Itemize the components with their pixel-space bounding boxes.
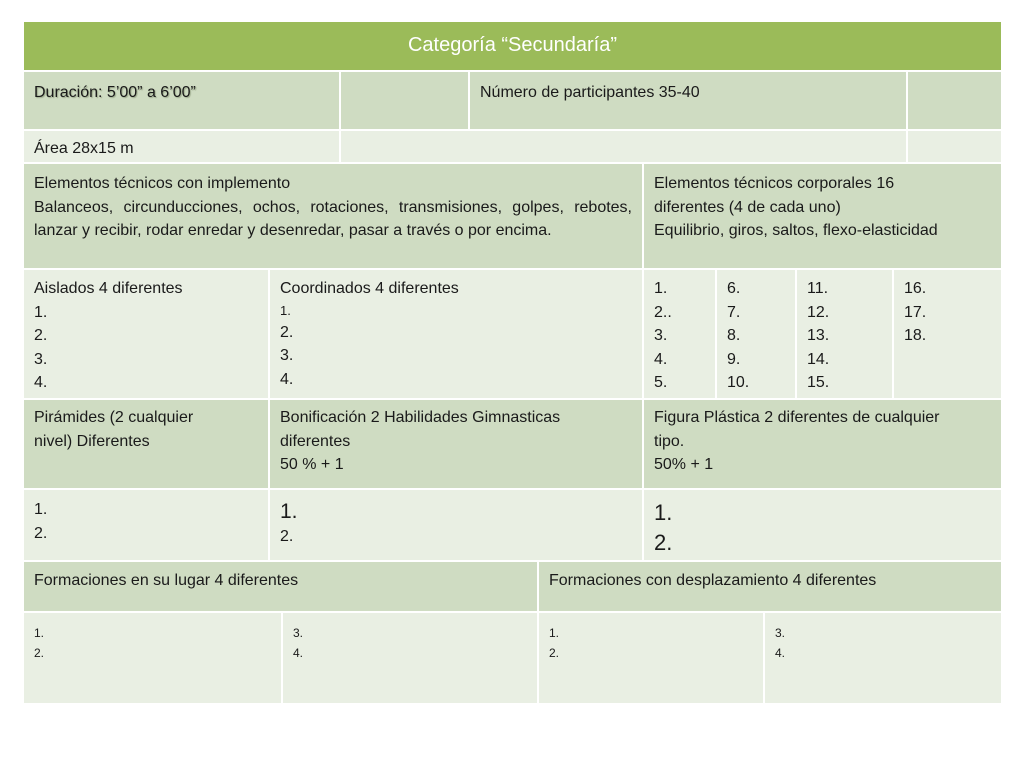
figura-line-3: 50% + 1 bbox=[654, 456, 714, 473]
list-item: 16. bbox=[904, 280, 927, 297]
list-item: 1. bbox=[34, 303, 48, 321]
figura-list-cell bbox=[644, 490, 1001, 560]
list-item: 17. bbox=[904, 303, 927, 321]
duracion-text: Duración: 5’00” a 6’00” bbox=[34, 84, 196, 101]
formaciones-list-4 bbox=[765, 613, 1001, 703]
list-item: 4. bbox=[654, 350, 668, 368]
list-item: 12. bbox=[807, 303, 830, 321]
figura-cell bbox=[644, 400, 1001, 488]
numbers-col-d bbox=[894, 270, 1001, 398]
list-item: 3. bbox=[34, 350, 48, 368]
blank-cell-4 bbox=[908, 131, 1001, 162]
list-item: 2. bbox=[34, 646, 45, 660]
list-item: 2. bbox=[280, 323, 294, 341]
list-item: 4. bbox=[775, 646, 786, 660]
list-item: 4. bbox=[280, 370, 294, 388]
list-item: 2.. bbox=[654, 303, 672, 321]
bonificacion-list-cell bbox=[270, 490, 642, 560]
corporales-line-3: Equilibrio, giros, saltos, flexo-elasticidad bbox=[654, 222, 938, 239]
numbers-col-c bbox=[797, 270, 892, 398]
piramides-line-2: nivel) Diferentes bbox=[34, 432, 150, 450]
figura-line-1: Figura Plástica 2 diferentes de cualquier bbox=[654, 409, 940, 426]
table-title bbox=[24, 22, 1001, 70]
list-item: 7. bbox=[727, 303, 741, 321]
list-item: 2. bbox=[280, 528, 294, 545]
list-item: 1. bbox=[34, 626, 45, 640]
list-item: 8. bbox=[727, 327, 741, 344]
list-item: 1. bbox=[654, 500, 673, 525]
list-item: 13. bbox=[807, 327, 830, 344]
list-item: 15. bbox=[807, 374, 830, 391]
bonificacion-line-3: 50 % + 1 bbox=[280, 456, 344, 473]
aislados-cell bbox=[24, 270, 268, 398]
list-item: 1. bbox=[280, 500, 298, 523]
list-item: 2. bbox=[34, 524, 48, 542]
list-item: 5. bbox=[654, 374, 668, 391]
formaciones-list-2 bbox=[283, 613, 537, 703]
formaciones-list-3 bbox=[539, 613, 763, 703]
numbers-col-a bbox=[644, 270, 715, 398]
numbers-col-b bbox=[717, 270, 795, 398]
corporales-line-2: diferentes (4 de cada uno) bbox=[654, 198, 841, 216]
title-text: Categoría “Secundaría” bbox=[407, 34, 617, 56]
bonificacion-line-2: diferentes bbox=[280, 432, 351, 450]
list-item: 9. bbox=[727, 350, 741, 368]
piramides-list-cell bbox=[24, 490, 268, 560]
list-item: 6. bbox=[727, 280, 741, 297]
corporales-line-1: Elementos técnicos corporales 16 bbox=[654, 175, 895, 192]
list-item: 3. bbox=[654, 327, 668, 344]
list-item: 3. bbox=[280, 347, 294, 364]
implemento-text: Balanceos, circunducciones, ochos, rotaciones, transmisiones, golpes, rebotes, lanzar y recibir, rodar enredar y desenredar, pasar a través o por encima. bbox=[34, 198, 632, 239]
coordinados-title: Coordinados 4 diferentes bbox=[280, 280, 459, 297]
formaciones-lugar-text: Formaciones en su lugar 4 diferentes bbox=[34, 572, 299, 589]
list-item: 18. bbox=[904, 327, 927, 344]
implemento-cell bbox=[24, 164, 642, 268]
list-item: 2. bbox=[549, 646, 560, 660]
list-item: 14. bbox=[807, 350, 830, 368]
bonificacion-cell bbox=[270, 400, 642, 488]
piramides-line-1: Pirámides (2 cualquier bbox=[34, 409, 194, 426]
formaciones-desplazamiento-text: Formaciones con desplazamiento 4 diferentes bbox=[549, 572, 877, 589]
list-item: 3. bbox=[775, 626, 786, 640]
area-cell bbox=[24, 131, 339, 162]
participantes-cell bbox=[470, 72, 906, 129]
list-item: 1. bbox=[34, 501, 48, 518]
list-item: 1. bbox=[654, 280, 668, 297]
list-item: 2. bbox=[654, 530, 673, 555]
list-item: 1. bbox=[280, 302, 291, 318]
blank-cell-3 bbox=[341, 131, 906, 162]
implemento-title: Elementos técnicos con implemento bbox=[34, 175, 291, 192]
aislados-title: Aislados 4 diferentes bbox=[34, 280, 183, 297]
list-item: 11. bbox=[807, 280, 829, 297]
participantes-text: Número de participantes 35-40 bbox=[480, 84, 700, 101]
formaciones-desplazamiento-cell bbox=[539, 562, 1001, 611]
list-item: 2. bbox=[34, 327, 48, 344]
list-item: 10. bbox=[727, 374, 750, 391]
list-item: 1. bbox=[549, 626, 560, 640]
coordinados-cell bbox=[270, 270, 642, 398]
blank-cell-1 bbox=[341, 72, 468, 129]
area-text: Área 28x15 m bbox=[34, 140, 134, 157]
bonificacion-line-1: Bonificación 2 Habilidades Gimnasticas bbox=[280, 409, 561, 426]
duracion-cell bbox=[24, 72, 339, 129]
formaciones-list-1 bbox=[24, 613, 281, 703]
list-item: 4. bbox=[34, 374, 48, 391]
blank-cell-2 bbox=[908, 72, 1001, 129]
list-item: 3. bbox=[293, 626, 304, 640]
corporales-cell bbox=[644, 164, 1001, 268]
figura-line-2: tipo. bbox=[654, 432, 685, 450]
piramides-cell bbox=[24, 400, 268, 488]
list-item: 4. bbox=[293, 646, 304, 660]
formaciones-lugar-cell bbox=[24, 562, 537, 611]
